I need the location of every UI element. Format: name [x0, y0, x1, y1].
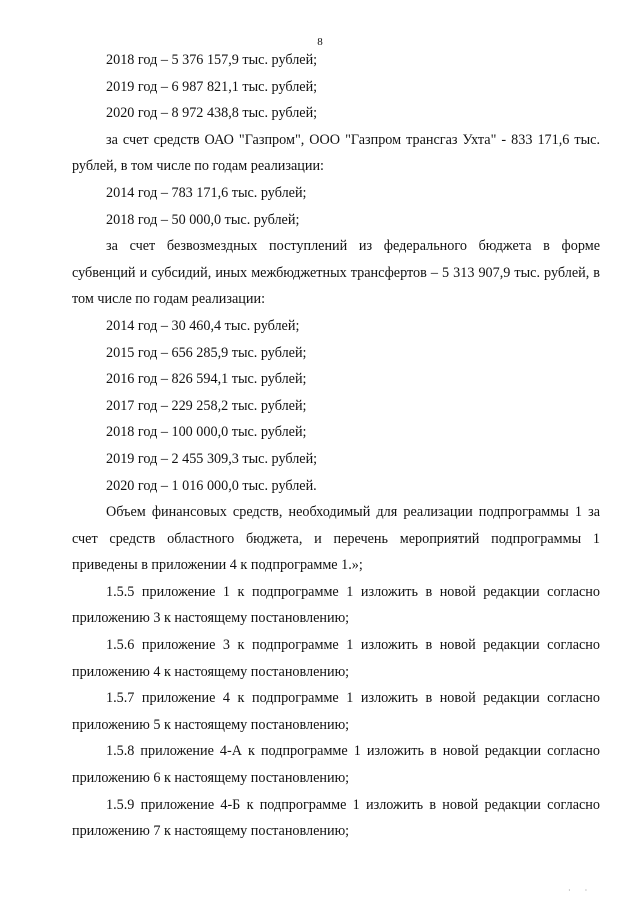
funding-line-2020: 2020 год – 8 972 438,8 тыс. рублей;	[106, 105, 318, 122]
document-body	[72, 47, 600, 845]
item-1-5-7: 1.5.7 приложение 4 к подпрограмме 1 изложить в новой редакции согласно приложению 5 к настоящему постановлению;	[72, 690, 600, 733]
scan-artifact-mark: · ·	[568, 886, 594, 895]
page-number: 8	[317, 36, 323, 48]
funding-line-2019: 2019 год – 6 987 821,1 тыс. рублей;	[106, 78, 318, 95]
federal-line-2017: 2017 год – 229 258,2 тыс. рублей;	[106, 397, 307, 414]
item-1-5-8: 1.5.8 приложение 4-А к подпрограмме 1 изложить в новой редакции согласно приложению 6 к настоящему постановлению;	[72, 743, 600, 787]
federal-line-2018: 2018 год – 100 000,0 тыс. рублей;	[106, 424, 307, 441]
funding-line-2018: 2018 год – 5 376 157,9 тыс. рублей;	[106, 52, 318, 68]
federal-line-2014: 2014 год – 30 460,4 тыс. рублей;	[106, 317, 300, 334]
federal-line-2019: 2019 год – 2 455 309,3 тыс. рублей;	[106, 450, 318, 467]
federal-line-2016: 2016 год – 826 594,1 тыс. рублей;	[106, 371, 307, 388]
item-1-5-6: 1.5.6 приложение 3 к подпрограмме 1 изложить в новой редакции согласно приложению 4 к настоящему постановлению;	[72, 637, 600, 680]
item-1-5-5: 1.5.5 приложение 1 к подпрограмме 1 изложить в новой редакции согласно приложению 3 к настоящему постановлению;	[72, 583, 600, 627]
gazprom-line-2014: 2014 год – 783 171,6 тыс. рублей;	[106, 184, 307, 201]
federal-line-2020: 2020 год – 1 016 000,0 тыс. рублей.	[106, 477, 317, 494]
gazprom-funding-paragraph: за счет средств ОАО "Газпром", ООО "Газпром трансгаз Ухта" - 833 171,6 тыс. рублей, в том числе по годам реализации:	[72, 131, 600, 175]
item-1-5-9: 1.5.9 приложение 4-Б к подпрограмме 1 изложить в новой редакции согласно приложению 7 к настоящему постановлению;	[72, 796, 600, 840]
federal-funding-paragraph: за счет безвозмездных поступлений из федерального бюджета в форме субвенций и субсидий, иных межбюджетных трансфертов – 5 313 907,9 тыс. рублей, в том числе по годам реализации:	[72, 238, 600, 308]
financing-volume-paragraph: Объем финансовых средств, необходимый для реализации подпрограммы 1 за счет средств областного бюджета, и перечень мероприятий подпрограммы 1 приведены в приложении 4 к подпрограмме 1.»;	[72, 504, 600, 574]
federal-line-2015: 2015 год – 656 285,9 тыс. рублей;	[106, 344, 307, 361]
gazprom-line-2018: 2018 год – 50 000,0 тыс. рублей;	[106, 211, 300, 228]
